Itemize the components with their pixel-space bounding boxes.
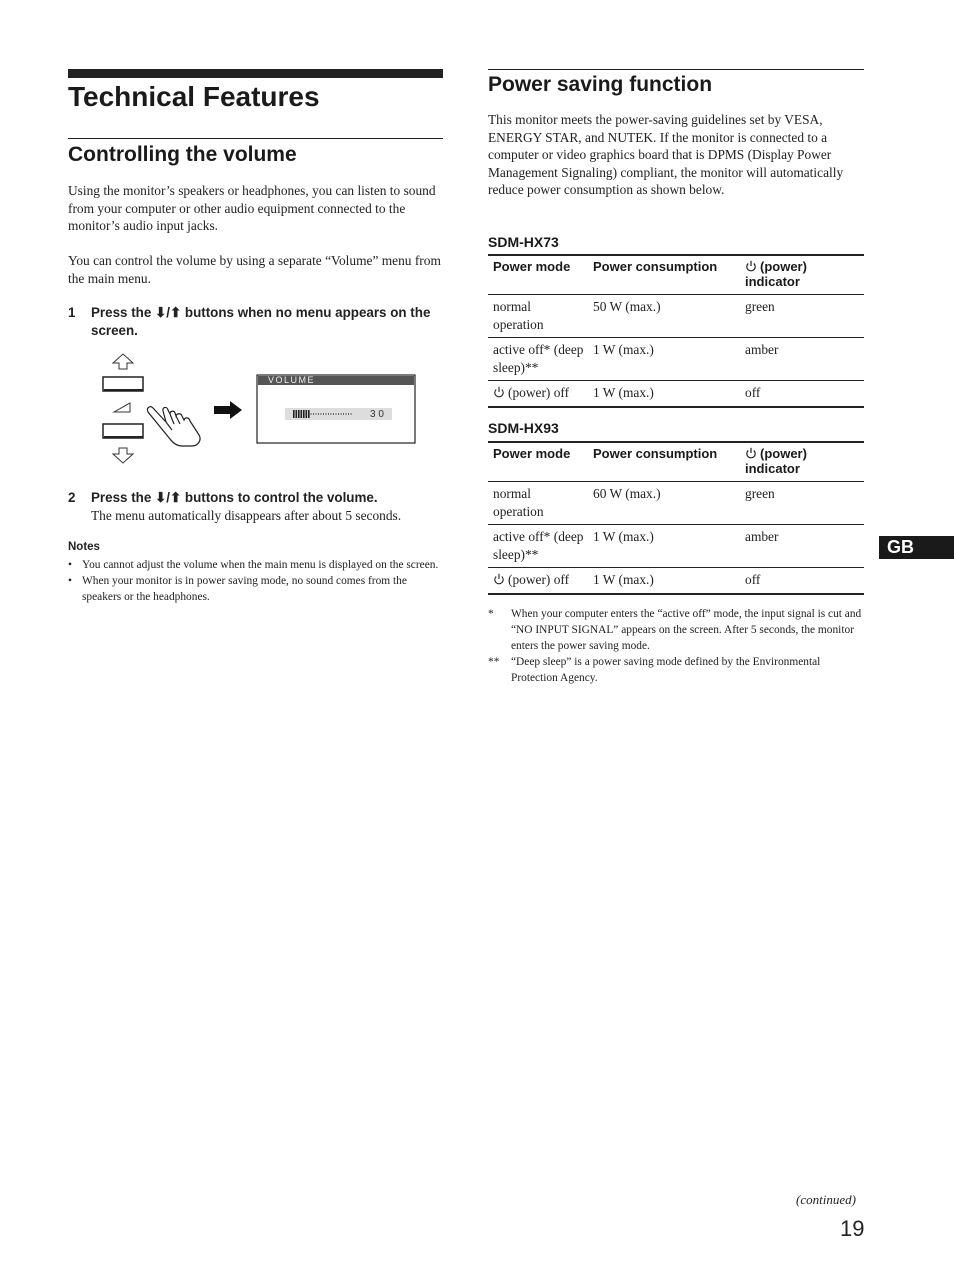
volume-menu-title: VOLUME xyxy=(268,375,316,385)
page-title: Technical Features xyxy=(68,81,320,112)
volume-menu-screen xyxy=(257,375,415,443)
table-cell: 1 W (max.) xyxy=(588,525,740,568)
power-icon xyxy=(745,260,757,272)
volume-tick-filled xyxy=(308,410,310,418)
notes-heading: Notes xyxy=(68,541,100,553)
step-instruction: Press the ⬇/⬆ buttons when no menu appears on the screen. xyxy=(91,305,431,338)
table-cell: 1 W (max.) xyxy=(593,385,654,401)
volume-tick-empty xyxy=(338,413,339,415)
step-2 xyxy=(68,489,448,525)
volume-value: 3 0 xyxy=(370,409,384,420)
volume-tick-empty xyxy=(348,413,349,415)
footnote: ** “Deep sleep” is a power saving mode defined by the Environmental Protection Agency. xyxy=(488,656,821,684)
volume-tick-empty xyxy=(331,413,332,415)
down-button xyxy=(103,424,143,438)
table-header-row xyxy=(488,255,864,295)
power-table xyxy=(488,254,864,408)
note-item: • When your monitor is in power saving mode, no sound comes from the speakers or the headphones. xyxy=(68,575,407,603)
volume-paragraph-2: You can control the volume by using a separate “Volume” menu from the main menu. xyxy=(68,253,441,286)
table-row xyxy=(488,295,864,338)
volume-section-heading: Controlling the volume xyxy=(68,143,297,166)
table-cell: active off* (deep sleep)** xyxy=(488,525,588,568)
step-instruction: Press the ⬇/⬆ buttons to control the volume. xyxy=(91,490,378,505)
footnote: * When your computer enters the “active off” mode, the input signal is cut and “NO INPUT SIGNAL” appears on the screen. After 5 seconds, the monitor enters the power saving mode. xyxy=(488,608,862,652)
volume-tick-empty xyxy=(346,413,347,415)
volume-tick-empty xyxy=(318,413,319,415)
volume-paragraph-1: Using the monitor’s speakers or headphones, you can listen to sound from your computer or other audio equipment connected to the monitor’s audio input jacks. xyxy=(68,183,436,234)
table-cell: normal operation xyxy=(488,482,588,525)
table-row xyxy=(488,525,864,568)
table-cell: green xyxy=(740,295,864,338)
table-header: (power) indicator xyxy=(740,442,864,482)
volume-tick-empty xyxy=(323,413,324,415)
volume-tick-empty xyxy=(333,413,334,415)
table-cell: 50 W (max.) xyxy=(588,295,740,338)
volume-illustration xyxy=(100,350,420,470)
table-header: Power mode xyxy=(488,442,588,482)
table-cell: (power) off xyxy=(488,381,588,407)
table-row xyxy=(488,381,864,407)
volume-tick-filled xyxy=(293,410,295,418)
up-button xyxy=(103,377,143,391)
volume-tick-empty xyxy=(311,413,312,415)
volume-tick-empty xyxy=(321,413,322,415)
step-subtext: The menu automatically disappears after about 5 seconds. xyxy=(91,508,402,523)
continued-label: (continued) xyxy=(796,1192,856,1207)
section-divider xyxy=(68,138,443,139)
volume-tick-empty xyxy=(313,413,314,415)
down-arrow-icon xyxy=(113,448,133,463)
table-cell: active off* (deep sleep)** xyxy=(488,338,588,381)
volume-tick-filled xyxy=(306,410,308,418)
table-cell: off xyxy=(745,572,761,588)
volume-tick-empty xyxy=(341,413,342,415)
table-cell: off xyxy=(745,385,761,401)
power-icon xyxy=(493,386,505,398)
volume-tick-empty xyxy=(351,413,352,415)
table-row xyxy=(488,482,864,525)
table-row xyxy=(488,338,864,381)
note-item: • You cannot adjust the volume when the main menu is displayed on the screen. xyxy=(68,559,439,571)
speaker-volume-icon xyxy=(114,403,130,412)
section-divider xyxy=(488,69,864,70)
up-arrow-icon xyxy=(113,354,133,369)
right-arrow-icon xyxy=(214,401,242,419)
notes-list xyxy=(68,557,446,605)
step-number: 1 xyxy=(68,305,76,320)
power-table xyxy=(488,441,864,595)
hand-pointer-icon xyxy=(147,407,200,446)
power-paragraph: This monitor meets the power-saving guidelines set by VESA, ENERGY STAR, and NUTEK. If the monitor is connected to a computer or video graphics board that is DPMS (Display Power Management Signaling) compliant, the monitor will automatically reduce power consumption as shown below. xyxy=(488,112,844,198)
table-cell: amber xyxy=(740,525,864,568)
table-row xyxy=(488,568,864,594)
step-number: 2 xyxy=(68,490,76,505)
table-header: (power) indicator xyxy=(740,255,864,295)
volume-tick-filled xyxy=(301,410,303,418)
model-title: SDM-HX93 xyxy=(488,420,559,436)
volume-tick-empty xyxy=(326,413,327,415)
step-1 xyxy=(68,304,448,340)
power-icon xyxy=(493,573,505,585)
table-header: Power consumption xyxy=(588,442,740,482)
table-cell: 1 W (max.) xyxy=(588,338,740,381)
table-cell: green xyxy=(740,482,864,525)
page-number: 19 xyxy=(840,1216,865,1241)
model-title: SDM-HX73 xyxy=(488,234,559,250)
table-cell: 60 W (max.) xyxy=(588,482,740,525)
title-bar xyxy=(68,69,443,78)
table-cell: amber xyxy=(740,338,864,381)
volume-tick-empty xyxy=(336,413,337,415)
footnotes xyxy=(488,606,864,686)
table-header-row xyxy=(488,442,864,482)
volume-tick-empty xyxy=(316,413,317,415)
volume-tick-filled xyxy=(303,410,305,418)
power-icon xyxy=(745,447,757,459)
volume-tick-filled xyxy=(298,410,300,418)
language-tab: GB xyxy=(879,536,954,559)
volume-tick-filled xyxy=(296,410,298,418)
table-header: Power mode xyxy=(488,255,588,295)
table-cell: normal operation xyxy=(488,295,588,338)
table-cell: (power) off xyxy=(488,568,588,594)
volume-tick-empty xyxy=(328,413,329,415)
table-header: Power consumption xyxy=(588,255,740,295)
volume-tick-empty xyxy=(343,413,344,415)
table-cell: 1 W (max.) xyxy=(593,572,654,588)
power-section-heading: Power saving function xyxy=(488,73,713,96)
